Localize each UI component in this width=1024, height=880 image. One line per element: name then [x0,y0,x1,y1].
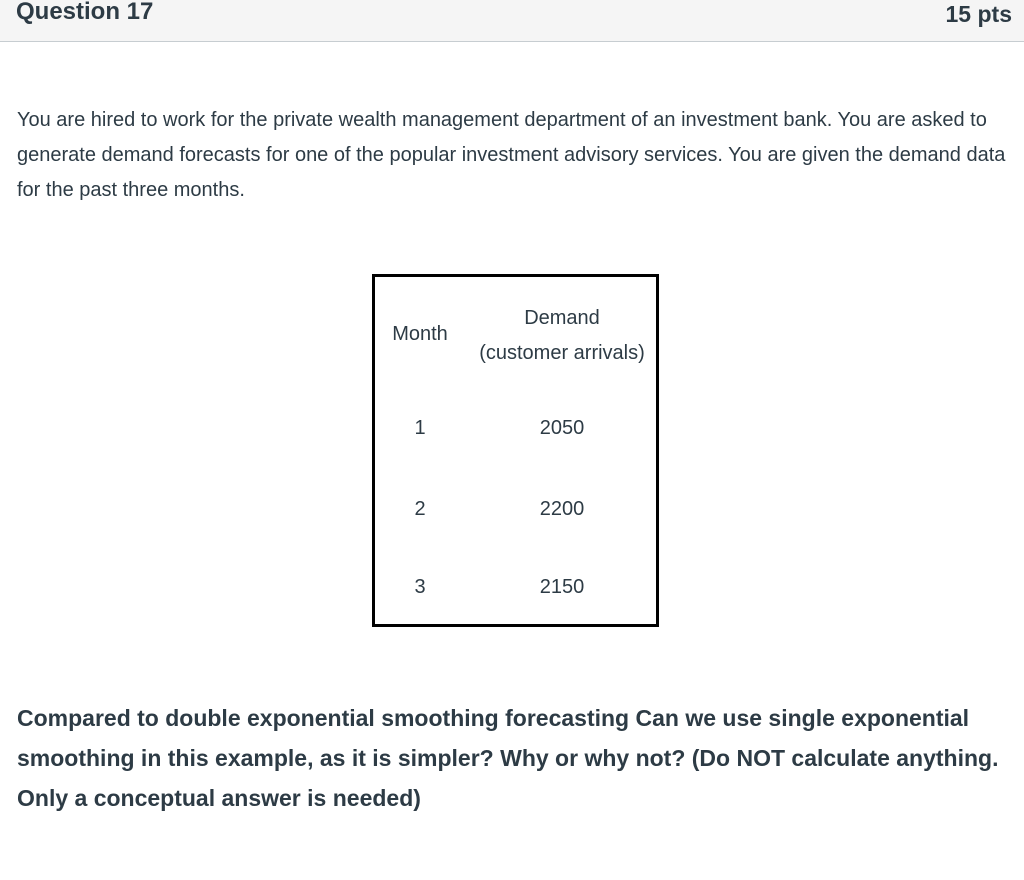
table-header-demand-line2: (customer arrivals) [479,342,645,364]
table-cell-demand: 2150 [539,576,585,598]
table-header-month: Month [392,323,448,345]
question-intro-text: You are hired to work for the private wealth management department of an investment bank. You are asked to generate demand forecasts for one of the popular investment advisory services. You are given the demand data for the past three months. [17,109,1006,201]
table-header-demand [465,301,659,371]
table-header-demand-line1: Demand [524,307,600,329]
table-cell-month: 2 [414,498,426,520]
question-points: 15 pts [945,1,1012,27]
demand-table [372,274,659,627]
question-title: Question 17 [16,0,154,25]
question-prompt-text: Compared to double exponential smoothing forecasting Can we use single exponential smoothing in this example, as it is simpler? Why or why not? (Do NOT calculate anything. Only a conceptual answer is needed) [17,705,999,811]
table-cell-demand: 2050 [539,417,585,439]
table-cell-month: 1 [414,417,426,439]
question-header [0,0,1024,42]
table-cell-month: 3 [414,576,426,598]
table-cell-demand: 2200 [539,498,585,520]
